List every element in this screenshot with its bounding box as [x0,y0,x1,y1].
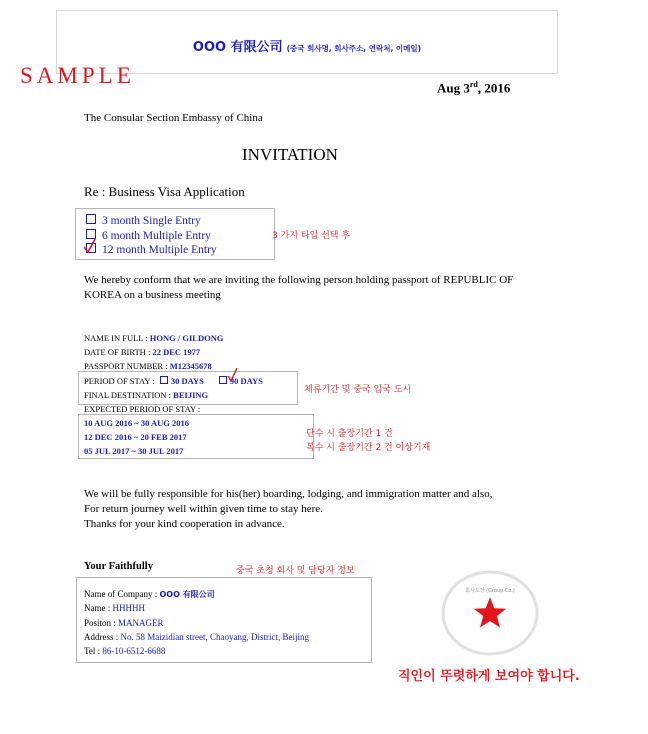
company-info-note: (중국 회사명, 회사주소, 연락처, 이메일) [286,44,422,53]
closing-line: Your Faithfully [84,561,153,572]
contact-name-row: Name : HHHHH [84,603,145,613]
expected-period-label: EXPECTED PERIOD OF STAY : [84,404,201,414]
stay-period-row: PERIOD OF STAY : 30 DAYS 90 DAYS [84,376,263,386]
full-name-row: NAME IN FULL : HONG / GILDONG [84,333,224,343]
recipient-line: The Consular Section Embassy of China [84,112,263,124]
invitation-statement: We hereby conform that we are inviting the following person holding passport of REPUBLIC OF KOREA on a business meeting [84,274,514,301]
note-seal: 직인이 뚜렷하게 보여야 합니다. [398,669,580,684]
expected-period-3: 05 JUL 2017 ~ 30 JUL 2017 [84,446,184,456]
subject-line: Re : Business Visa Application [84,184,245,199]
note-trip-single: 단수 시 출장기간 1 건 [306,429,393,439]
letter-date: Aug 3rd, 2016 [437,80,511,96]
company-header [56,36,558,56]
seal-label: 회사도장 (Group Co.) [465,588,515,594]
checkbox-checked[interactable] [219,376,227,384]
sample-watermark: SAMPLE [20,63,135,88]
passport-number-row: PASSPORT NUMBER : M12345678 [84,361,212,371]
note-entry-type: 3 가지 타입 선택 후 [272,231,351,241]
note-stay-period: 체류기간 및 중국 입국 도시 [304,385,412,395]
responsibility-statement: We will be fully responsible for his(her) boarding, lodging, and immigration matter and also, For return journey well within given time to stay here. Thanks for your kind cooperation in advance. [84,488,493,530]
note-contact-info: 중국 초청 회사 및 담당자 정보 [236,566,355,576]
entry-option-1[interactable]: 3 month Single Entry [86,214,201,227]
note-trip-multiple: 복수 시 출장기간 2 건 이상기재 [306,443,431,453]
contact-address-row: Address : No. 58 Maizidian street, Chaoyang, District, Beijing [84,632,309,642]
contact-company-row: Name of Company : ООО 有限公司 [84,589,215,599]
checkbox[interactable] [86,214,96,224]
final-destination-row: FINAL DESTINATION : BEIJING [84,390,209,400]
document-title: INVITATION [242,145,338,164]
company-seal [441,570,539,656]
check-mark-icon [227,367,239,383]
contact-position-row: Positon : MANAGER [84,618,164,628]
expected-period-2: 12 DEC 2016 ~ 20 FEB 2017 [84,432,187,442]
expected-period-1: 10 AUG 2016 ~ 30 AUG 2016 [84,418,190,428]
checkbox[interactable] [160,376,168,384]
company-name: ООО 有限公司 [192,40,283,55]
entry-option-3[interactable]: 12 month Multiple Entry [86,243,217,256]
check-mark-icon [83,238,97,254]
birth-date-row: DATE OF BIRTH : 22 DEC 1977 [84,347,201,357]
contact-tel-row: Tel : 86-10-6512-6688 [84,646,166,656]
entry-option-2[interactable]: 6 month Multiple Entry [86,229,211,242]
